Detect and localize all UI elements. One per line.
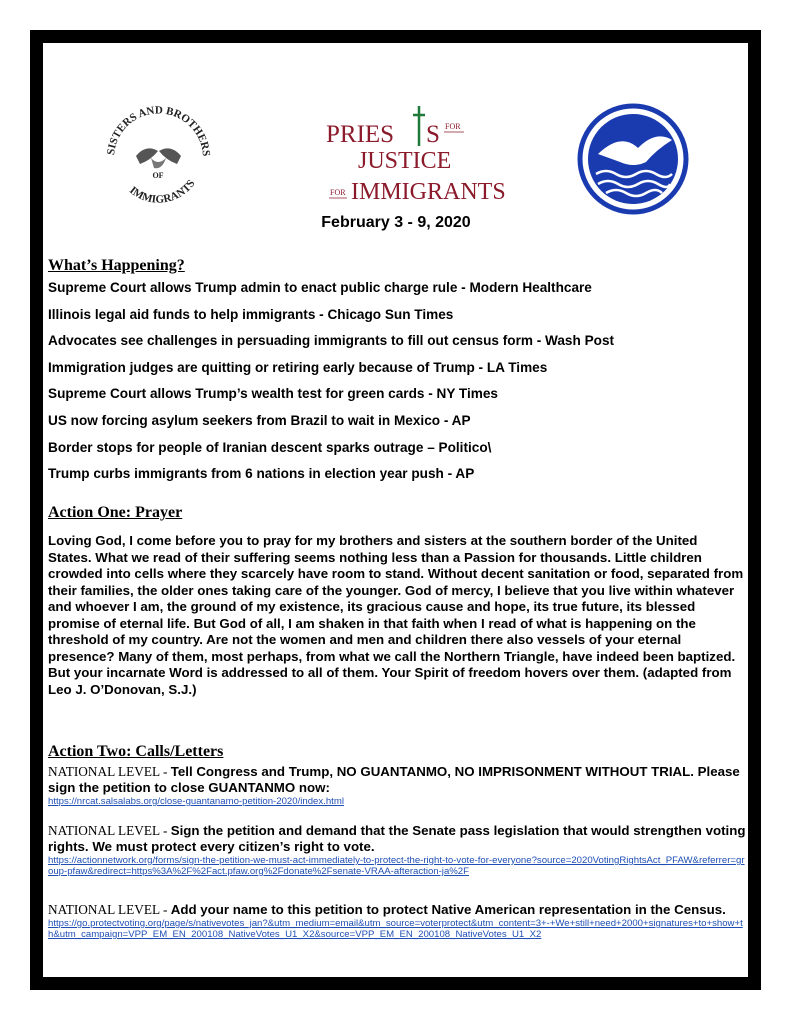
svg-text:FOR: FOR — [445, 122, 461, 131]
petition-link[interactable]: https://nrcat.salsalabs.org/close-guantanamo-petition-2020/index.html — [48, 796, 344, 807]
action-one-heading: Action One: Prayer — [48, 504, 183, 521]
news-item[interactable]: Advocates see challenges in persuading immigrants to fill out census form - Wash Post — [48, 333, 615, 349]
action-level-label: NATIONAL LEVEL - — [48, 764, 171, 779]
prayer-text: Loving God, I come before you to pray for my brothers and sisters at the southern border of the United States. What we read of their suffering seems nothing less than a Passion for thousands. Little children crowded into cells where they scarcely have room to stand. Without decent sanitation or food, separated from their families, the older ones taking care of the younger. God of mercy, I believe that you live within whatever and whoever I am, the ground of my existence, its gracious cause and hope, its true future, its blessed promise of eternal life. But God of all, I am shaken in that faith when I read of what is happening on the threshold of my country. Are not the women and men and children there also vessels of your eternal presence? Many of them, most perhaps, from what we call the Northern Triangle, have indeed been baptized. But your incarnate Word is addressed to all of them. Your Spirit of freedom hovers over them. (adapted from Leo J. O’Donovan, S.J.) — [48, 533, 744, 697]
svg-text:S: S — [426, 121, 440, 148]
svg-text:IMMIGRANTS: IMMIGRANTS — [351, 179, 506, 205]
priests-for-justice-logo — [316, 102, 506, 212]
svg-text:SISTERS AND BROTHERS: SISTERS AND BROTHERS — [105, 104, 213, 157]
action-level-label: NATIONAL LEVEL - — [48, 902, 171, 917]
action-item-voting-rights — [48, 823, 746, 877]
news-item[interactable]: Supreme Court allows Trump admin to enact public charge rule - Modern Healthcare — [48, 280, 592, 295]
news-item[interactable]: Supreme Court allows Trump’s wealth test for green cards - NY Times — [48, 386, 498, 402]
action-item-text: Add your name to this petition to protect Native American representation in the Census. — [170, 902, 726, 917]
petition-link[interactable]: https://actionnetwork.org/forms/sign-the-petition-we-must-act-immediately-to-protect-the-right-to-vote-for-everyone?source=2020VotingRightsAct_PFAW&referrer=group-pfaw&redirect=https%3A%2F%2Fact.pfaw.org%2Fdonate%2Fsenate-VRAA-afteraction-ja%2F — [48, 855, 745, 877]
svg-text:OF: OF — [152, 171, 164, 180]
action-item-native-votes — [48, 902, 746, 940]
action-item-text: Sign the petition and demand that the Senate pass legislation that would strengthen voting rights. We must protect every citizen’s right to vote. — [48, 823, 746, 854]
date-range: February 3 - 9, 2020 — [321, 214, 471, 231]
action-level-label: NATIONAL LEVEL - — [48, 823, 171, 838]
svg-text:PRIES: PRIES — [326, 121, 395, 148]
petition-link[interactable]: https://go.protectvoting.org/page/s/nativevotes_jan?&utm_medium=email&utm_source=voterprotect&utm_content=3+-+We+still+need+2000+signatures+to+show+th&utm_campaign=VPP_EM_EN_200108_NativeVotes_U1_X2&source=VPP_EM_EN_200108_NativeVotes_U1_X2 — [48, 918, 743, 940]
news-item[interactable]: US now forcing asylum seekers from Brazil to wait in Mexico - AP — [48, 412, 471, 428]
whats-happening-heading: What’s Happening? — [48, 257, 185, 274]
news-list — [48, 279, 748, 492]
action-item-text: Tell Congress and Trump, NO GUANTANMO, NO IMPRISONMENT WITHOUT TRIAL. Please sign the petition to close GUANTANMO now: — [48, 764, 740, 795]
svg-text:FOR: FOR — [330, 188, 346, 197]
news-item[interactable]: Border stops for people of Iranian descent sparks outrage – Politico\ — [48, 439, 492, 455]
sisters-brothers-logo — [96, 96, 221, 221]
newsletter-page — [46, 46, 746, 976]
news-item[interactable]: Illinois legal aid funds to help immigrants - Chicago Sun Times — [48, 306, 454, 322]
dove-seal-logo — [576, 102, 691, 217]
svg-text:IMMIGRANTS: IMMIGRANTS — [127, 177, 198, 206]
news-item[interactable]: Trump curbs immigrants from 6 nations in election year push - AP — [48, 466, 475, 482]
news-item[interactable]: Immigration judges are quitting or retiring early because of Trump - LA Times — [48, 359, 548, 375]
svg-text:JUSTICE: JUSTICE — [358, 148, 452, 174]
action-item-guantanamo — [48, 764, 746, 807]
action-two-heading: Action Two: Calls/Letters — [48, 743, 224, 760]
